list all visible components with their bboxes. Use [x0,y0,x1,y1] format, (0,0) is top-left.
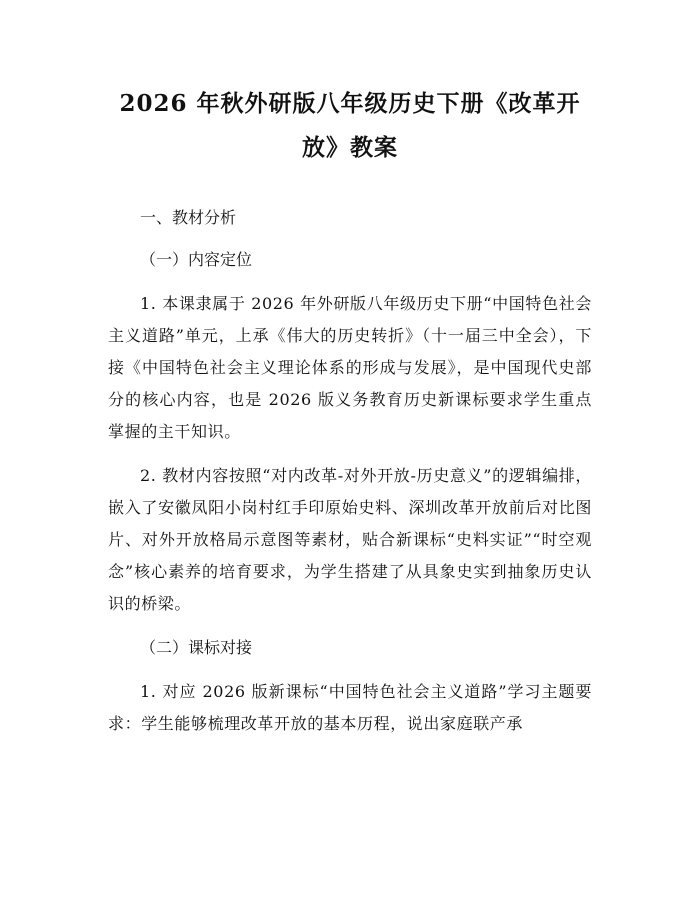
title-line-2: 放》教案 [302,134,398,161]
paragraph-1: 1. 本课隶属于 2026 年外研版八年级历史下册“中国特色社会主义道路”单元，上承《伟大的历史转折》（十一届三中全会），下接《中国特色社会主义理论体系的形成与发展》，是中国现代史部分的核心内容，也是 2026 版义务教育历史新课标要求学生重点掌握的主干知识。 [108,294,592,441]
subheading-content-positioning: （一）内容定位 [140,250,253,269]
paragraph-3: 1. 对应 2026 版新课标“中国特色社会主义道路”学习主题要求：学生能够梳理改革开放的基本历程，说出家庭联产承 [108,682,592,733]
document-title [108,0,592,170]
title-line-1: 2026 年秋外研版八年级历史下册《改革开 [119,90,581,117]
subheading-curriculum-alignment: （二）课标对接 [140,638,253,657]
paragraph-2: 2. 教材内容按照“对内改革-对外开放-历史意义”的逻辑编排，嵌入了安徽凤阳小岗村红手印原始史料、深圳改革开放前后对比图片、对外开放格局示意图等素材，贴合新课标“史料实证”“时空观念”核心素养的培育要求，为学生搭建了从具象史实到抽象历史认识的桥梁。 [108,466,592,613]
section-heading-textbook-analysis: 一、教材分析 [140,208,237,227]
